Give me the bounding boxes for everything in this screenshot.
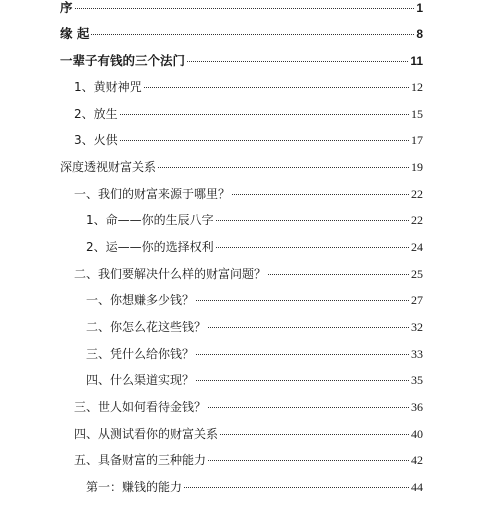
toc-entry-how-spend[interactable] (86, 319, 423, 335)
toc-entry-label: 1、命——你的生辰八字 (86, 213, 214, 227)
toc-entry-fortune[interactable] (86, 239, 423, 255)
toc-entry-origin[interactable] (60, 26, 423, 42)
toc-entry-label: 一辈子有钱的三个法门 (60, 53, 186, 68)
toc-entry-page: 8 (416, 27, 423, 41)
toc-entry-how-much[interactable] (86, 292, 423, 308)
toc-entry-label: 三、世人如何看待金钱？ (74, 400, 207, 414)
toc-entry-label: 二、你怎么花这些钱？ (86, 320, 207, 334)
toc-entry-page: 44 (411, 480, 423, 494)
toc-leader-dots (232, 194, 409, 195)
toc-entry-page: 42 (411, 453, 423, 467)
toc-leader-dots (220, 434, 409, 435)
toc-entry-test-relationship[interactable] (74, 426, 423, 442)
toc-leader-dots (196, 380, 409, 381)
toc-entry-page: 36 (411, 400, 423, 414)
toc-leader-dots (208, 460, 409, 461)
toc-entry-label: 1、黄财神咒 (74, 80, 142, 94)
toc-entry-three-abilities[interactable] (74, 452, 423, 468)
toc-entry-page: 19 (411, 160, 423, 174)
toc-entry-wealth-source[interactable] (74, 186, 423, 202)
toc-entry-earning-ability[interactable] (86, 479, 423, 495)
toc-entry-label: 2、运——你的选择权利 (86, 240, 214, 254)
toc-leader-dots (75, 8, 415, 9)
toc-leader-dots (216, 247, 409, 248)
toc-leader-dots (187, 61, 408, 62)
toc-entry-label: 第一：赚钱的能力 (86, 480, 183, 494)
toc-leader-dots (184, 487, 409, 488)
toc-entry-page: 33 (411, 347, 423, 361)
toc-leader-dots (208, 407, 409, 408)
toc-entry-preface[interactable] (60, 0, 423, 16)
toc-entry-page: 24 (411, 240, 423, 254)
toc-entry-page: 32 (411, 320, 423, 334)
toc-entry-label: 2、放生 (74, 107, 118, 121)
toc-entry-page: 22 (411, 213, 423, 227)
toc-entry-page: 27 (411, 293, 423, 307)
toc-leader-dots (268, 274, 409, 275)
toc-leader-dots (196, 300, 409, 301)
toc-entry-page: 35 (411, 373, 423, 387)
toc-entry-wealth-problems[interactable] (74, 266, 423, 282)
toc-leader-dots (196, 354, 409, 355)
toc-entry-view-money[interactable] (74, 399, 423, 415)
toc-entry-label: 3、火供 (74, 133, 118, 147)
toc-entry-page: 11 (410, 54, 423, 68)
toc-entry-label: 三、凭什么给你钱？ (86, 347, 195, 361)
toc-entry-label: 深度透视财富关系 (60, 160, 157, 174)
toc-entry-fate[interactable] (86, 212, 423, 228)
toc-entry-page: 17 (411, 133, 423, 147)
toc-entry-label: 二、我们要解决什么样的财富问题？ (74, 267, 267, 281)
toc-leader-dots (120, 140, 409, 141)
toc-entry-label: 序 (60, 0, 73, 15)
toc-entry-which-channel[interactable] (86, 372, 423, 388)
toc-leader-dots (144, 87, 409, 88)
toc-entry-label: 一、我们的财富来源于哪里？ (74, 187, 231, 201)
toc-leader-dots (216, 220, 409, 221)
toc-entry-page: 22 (411, 187, 423, 201)
toc-leader-dots (158, 167, 409, 168)
toc-entry-label: 四、从测试看你的财富关系 (74, 427, 219, 441)
toc-entry-page: 25 (411, 267, 423, 281)
toc-entry-page: 1 (416, 1, 423, 15)
toc-entry-label: 五、具备财富的三种能力 (74, 453, 207, 467)
toc-entry-page: 40 (411, 427, 423, 441)
toc-entry-page: 15 (411, 107, 423, 121)
toc-entry-fire-offering[interactable] (74, 132, 423, 148)
toc-entry-why-you[interactable] (86, 346, 423, 362)
toc-entry-wealth-relationship[interactable] (60, 159, 423, 175)
toc-entry-page: 12 (411, 80, 423, 94)
toc-entry-label: 四、什么渠道实现？ (86, 373, 195, 387)
toc-entry-release-life[interactable] (74, 106, 423, 122)
toc-entry-three-methods[interactable] (60, 53, 423, 69)
toc-entry-label: 一、你想赚多少钱？ (86, 293, 195, 307)
toc-leader-dots (91, 34, 414, 35)
toc-leader-dots (208, 327, 409, 328)
toc-entry-yellow-jambhala[interactable] (74, 79, 423, 95)
toc-leader-dots (120, 114, 409, 115)
toc-entry-label: 缘 起 (60, 26, 90, 41)
